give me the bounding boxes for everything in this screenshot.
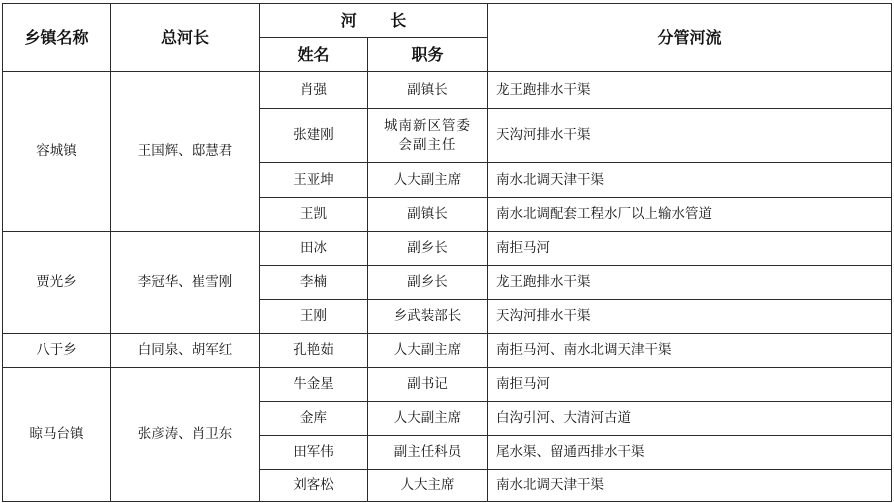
header-rivers: 分管河流 [488,4,892,72]
name-cell: 金库 [260,402,368,436]
table-row [3,368,892,402]
header-river-chief: 河 长 [260,4,488,38]
table-row [3,72,892,109]
chief-cell: 张彦涛、肖卫东 [111,368,260,502]
name-cell: 王刚 [260,300,368,334]
name-cell: 刘客松 [260,470,368,502]
chief-cell: 李冠华、崔雪刚 [111,232,260,334]
rivers-cell: 天沟河排水干渠 [488,300,892,334]
name-cell: 王凯 [260,198,368,232]
rivers-cell: 南拒马河、南水北调天津干渠 [488,334,892,368]
rivers-cell: 尾水渠、留通西排水干渠 [488,436,892,470]
rivers-cell: 南拒马河 [488,232,892,266]
rivers-cell: 龙王跑排水干渠 [488,72,892,109]
river-chief-table [2,3,892,502]
rivers-cell: 南水北调天津干渠 [488,163,892,198]
rivers-cell: 龙王跑排水干渠 [488,266,892,300]
position-cell: 人大副主席 [368,402,488,436]
position-cell: 城南新区管委会副主任 [368,109,488,163]
position-cell: 副镇长 [368,198,488,232]
town-cell: 贾光乡 [3,232,111,334]
chief-cell: 王国辉、邸慧君 [111,72,260,232]
name-cell: 王亚坤 [260,163,368,198]
town-cell: 晾马台镇 [3,368,111,502]
position-cell: 副乡长 [368,266,488,300]
table-row [3,334,892,368]
name-cell: 张建刚 [260,109,368,163]
town-cell: 容城镇 [3,72,111,232]
table-row [3,232,892,266]
position-cell: 乡武装部长 [368,300,488,334]
rivers-cell: 南拒马河 [488,368,892,402]
name-cell: 李楠 [260,266,368,300]
position-cell: 副镇长 [368,72,488,109]
header-chief: 总河长 [111,4,260,72]
position-cell: 副乡长 [368,232,488,266]
name-cell: 牛金星 [260,368,368,402]
rivers-cell: 南水北调配套工程水厂以上输水管道 [488,198,892,232]
position-cell: 人大副主席 [368,163,488,198]
chief-cell: 白同泉、胡军红 [111,334,260,368]
position-cell: 副书记 [368,368,488,402]
name-cell: 田冰 [260,232,368,266]
position-cell: 人大副主席 [368,334,488,368]
rivers-cell: 天沟河排水干渠 [488,109,892,163]
rivers-cell: 白沟引河、大清河古道 [488,402,892,436]
header-position: 职务 [368,38,488,72]
town-cell: 八于乡 [3,334,111,368]
name-cell: 孔艳茹 [260,334,368,368]
name-cell: 肖强 [260,72,368,109]
position-cell: 人大主席 [368,470,488,502]
header-name: 姓名 [260,38,368,72]
rivers-cell: 南水北调天津干渠 [488,470,892,502]
position-cell: 副主任科员 [368,436,488,470]
name-cell: 田军伟 [260,436,368,470]
header-town: 乡镇名称 [3,4,111,72]
